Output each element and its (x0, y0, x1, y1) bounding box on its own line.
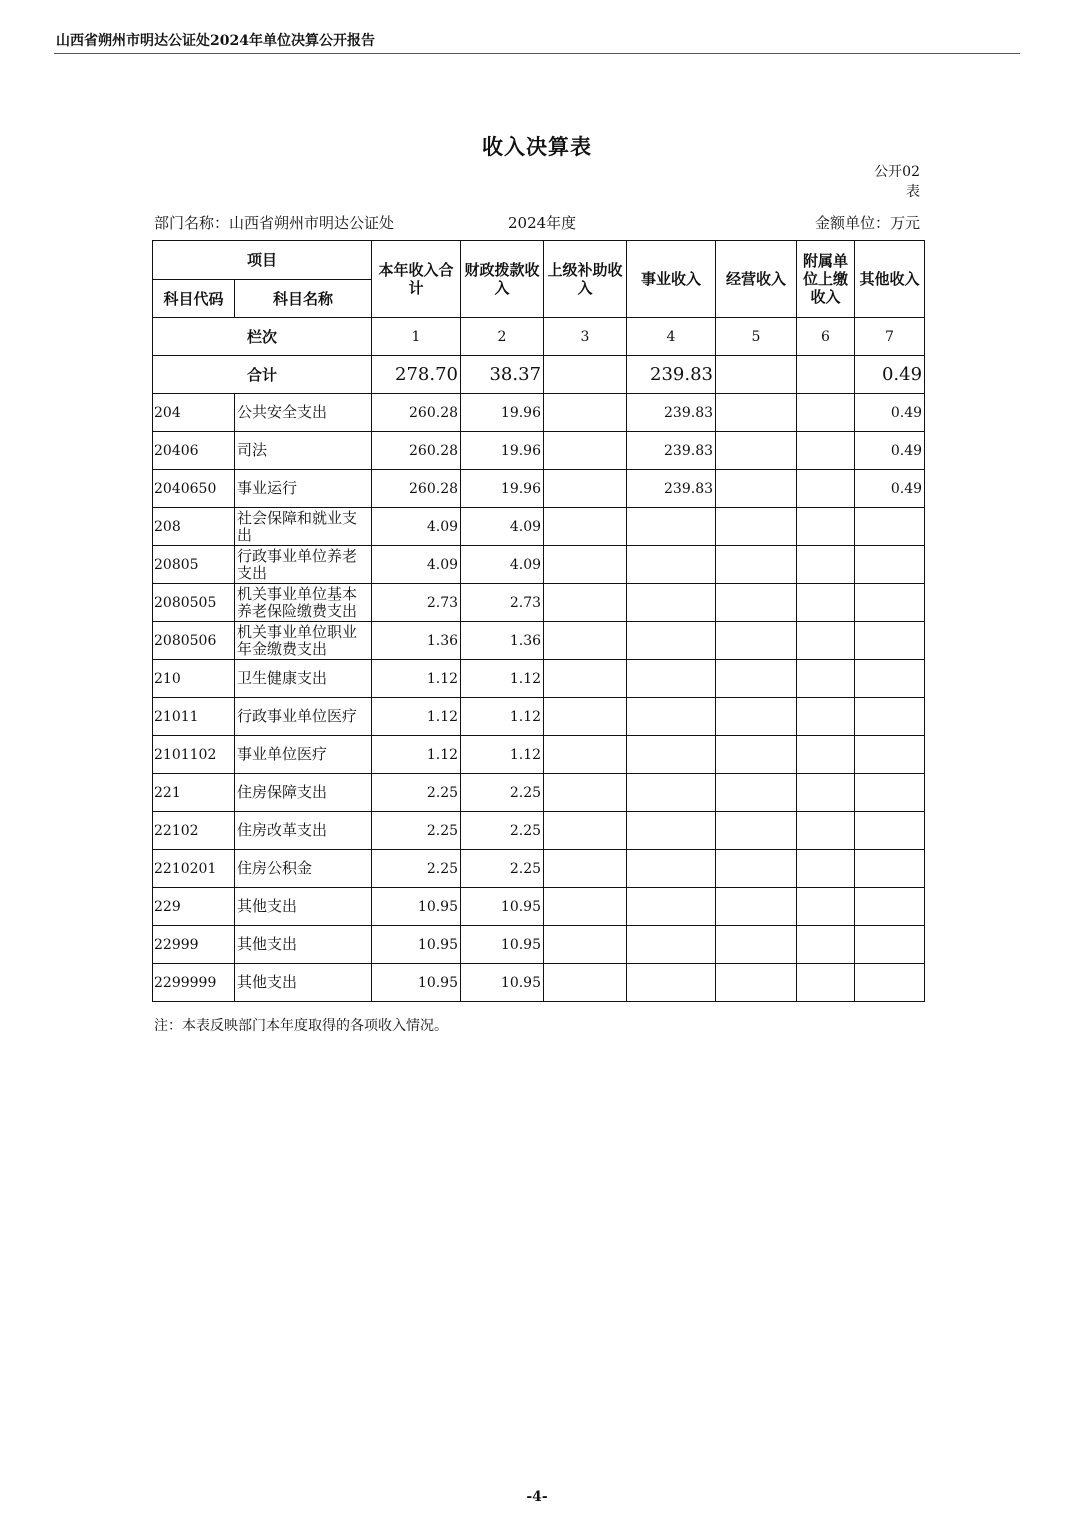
index-cell: 2 (461, 318, 544, 356)
cell-other (855, 926, 925, 964)
index-cell: 7 (855, 318, 925, 356)
table-row (153, 964, 925, 1002)
table-row (153, 698, 925, 736)
cell-affiliated (797, 888, 855, 926)
table-row (153, 660, 925, 698)
cell-operating (716, 964, 797, 1002)
cell-name: 住房公积金 (235, 850, 372, 888)
cell-name: 卫生健康支出 (235, 660, 372, 698)
header-other: 其他收入 (855, 241, 925, 318)
cell-upper (544, 888, 627, 926)
cell-other: 0.49 (855, 394, 925, 432)
cell-business (627, 736, 716, 774)
header-upper: 上级补助收入 (544, 241, 627, 318)
cell-code: 204 (153, 394, 235, 432)
cell-business (627, 850, 716, 888)
cell-name: 社会保障和就业支出 (235, 508, 372, 546)
cell-operating (716, 926, 797, 964)
cell-other (855, 850, 925, 888)
cell-fiscal: 19.96 (461, 470, 544, 508)
table-row (153, 888, 925, 926)
cell-business: 239.83 (627, 394, 716, 432)
cell-code: 208 (153, 508, 235, 546)
cell-operating (716, 698, 797, 736)
total-row (153, 356, 925, 394)
cell-business (627, 622, 716, 660)
cell-name: 行政事业单位养老支出 (235, 546, 372, 584)
cell-operating (716, 432, 797, 470)
cell-total: 4.09 (372, 508, 461, 546)
index-label: 栏次 (153, 318, 372, 356)
cell-fiscal: 1.36 (461, 622, 544, 660)
amount-unit: 金额单位：万元 (814, 214, 920, 232)
total-cell (544, 356, 627, 394)
cell-code: 210 (153, 660, 235, 698)
cell-name: 机关事业单位基本养老保险缴费支出 (235, 584, 372, 622)
cell-operating (716, 736, 797, 774)
cell-operating (716, 774, 797, 812)
cell-business (627, 964, 716, 1002)
cell-upper (544, 736, 627, 774)
cell-total: 260.28 (372, 394, 461, 432)
cell-fiscal: 2.25 (461, 812, 544, 850)
cell-affiliated (797, 926, 855, 964)
index-cell: 1 (372, 318, 461, 356)
cell-operating (716, 850, 797, 888)
cell-business (627, 698, 716, 736)
cell-fiscal: 2.25 (461, 774, 544, 812)
cell-code: 22102 (153, 812, 235, 850)
header-divider (54, 53, 1020, 54)
cell-affiliated (797, 660, 855, 698)
cell-upper (544, 698, 627, 736)
running-header: 山西省朔州市明达公证处2024年单位决算公开报告 (56, 33, 375, 49)
cell-fiscal: 2.73 (461, 584, 544, 622)
cell-total: 2.25 (372, 850, 461, 888)
cell-fiscal: 19.96 (461, 432, 544, 470)
cell-other: 0.49 (855, 432, 925, 470)
cell-code: 21011 (153, 698, 235, 736)
cell-name: 其他支出 (235, 926, 372, 964)
cell-code: 2299999 (153, 964, 235, 1002)
cell-name: 行政事业单位医疗 (235, 698, 372, 736)
table-row (153, 432, 925, 470)
header-item: 项目 (153, 241, 372, 280)
table-code (840, 162, 920, 202)
table-title: 收入决算表 (482, 134, 592, 159)
cell-name: 公共安全支出 (235, 394, 372, 432)
cell-total: 10.95 (372, 964, 461, 1002)
cell-affiliated (797, 470, 855, 508)
cell-code: 2210201 (153, 850, 235, 888)
cell-operating (716, 660, 797, 698)
cell-business (627, 546, 716, 584)
cell-business (627, 774, 716, 812)
cell-other (855, 698, 925, 736)
cell-upper (544, 774, 627, 812)
cell-name: 住房改革支出 (235, 812, 372, 850)
cell-fiscal: 10.95 (461, 888, 544, 926)
cell-fiscal: 4.09 (461, 546, 544, 584)
cell-affiliated (797, 850, 855, 888)
cell-other (855, 736, 925, 774)
cell-operating (716, 888, 797, 926)
cell-total: 1.36 (372, 622, 461, 660)
cell-business: 239.83 (627, 470, 716, 508)
table-row (153, 850, 925, 888)
table-row (153, 774, 925, 812)
cell-affiliated (797, 546, 855, 584)
table-code-line1: 公开02 (874, 164, 920, 180)
cell-total: 1.12 (372, 660, 461, 698)
table-row (153, 926, 925, 964)
cell-affiliated (797, 508, 855, 546)
cell-code: 2080505 (153, 584, 235, 622)
header-business: 事业收入 (627, 241, 716, 318)
cell-affiliated (797, 774, 855, 812)
total-cell: 0.49 (855, 356, 925, 394)
header-name: 科目名称 (235, 280, 372, 318)
cell-code: 20805 (153, 546, 235, 584)
cell-total: 260.28 (372, 432, 461, 470)
cell-upper (544, 964, 627, 1002)
cell-affiliated (797, 812, 855, 850)
cell-other (855, 774, 925, 812)
cell-operating (716, 508, 797, 546)
total-label: 合计 (153, 356, 372, 394)
index-row (153, 318, 925, 356)
total-cell: 38.37 (461, 356, 544, 394)
index-cell: 6 (797, 318, 855, 356)
cell-fiscal: 1.12 (461, 736, 544, 774)
cell-name: 住房保障支出 (235, 774, 372, 812)
department-name: 部门名称：山西省朔州市明达公证处 (154, 214, 395, 232)
header-affiliated: 附属单位上缴收入 (797, 241, 855, 318)
cell-total: 1.12 (372, 698, 461, 736)
cell-business (627, 660, 716, 698)
cell-name: 司法 (235, 432, 372, 470)
header-total: 本年收入合计 (372, 241, 461, 318)
header-fiscal: 财政拨款收入 (461, 241, 544, 318)
cell-upper (544, 926, 627, 964)
cell-total: 1.12 (372, 736, 461, 774)
cell-upper (544, 622, 627, 660)
cell-upper (544, 546, 627, 584)
cell-fiscal: 4.09 (461, 508, 544, 546)
cell-other (855, 660, 925, 698)
cell-other (855, 622, 925, 660)
cell-total: 2.25 (372, 774, 461, 812)
cell-business: 239.83 (627, 432, 716, 470)
cell-code: 2040650 (153, 470, 235, 508)
index-cell: 3 (544, 318, 627, 356)
total-cell (797, 356, 855, 394)
fiscal-year: 2024年度 (508, 214, 577, 232)
cell-upper (544, 508, 627, 546)
cell-other (855, 812, 925, 850)
cell-code: 20406 (153, 432, 235, 470)
cell-code: 2080506 (153, 622, 235, 660)
cell-upper (544, 660, 627, 698)
index-cell: 5 (716, 318, 797, 356)
cell-business (627, 508, 716, 546)
cell-affiliated (797, 394, 855, 432)
cell-total: 4.09 (372, 546, 461, 584)
cell-name: 机关事业单位职业年金缴费支出 (235, 622, 372, 660)
cell-fiscal: 1.12 (461, 660, 544, 698)
cell-upper (544, 812, 627, 850)
cell-name: 其他支出 (235, 964, 372, 1002)
cell-affiliated (797, 622, 855, 660)
cell-total: 2.73 (372, 584, 461, 622)
total-cell (716, 356, 797, 394)
cell-operating (716, 622, 797, 660)
cell-code: 2101102 (153, 736, 235, 774)
footnote: 注：本表反映部门本年度取得的各项收入情况。 (154, 1018, 448, 1034)
index-cell: 4 (627, 318, 716, 356)
cell-operating (716, 470, 797, 508)
cell-fiscal: 1.12 (461, 698, 544, 736)
total-cell: 239.83 (627, 356, 716, 394)
cell-other (855, 584, 925, 622)
cell-total: 260.28 (372, 470, 461, 508)
cell-business (627, 888, 716, 926)
cell-affiliated (797, 698, 855, 736)
cell-upper (544, 432, 627, 470)
cell-total: 10.95 (372, 888, 461, 926)
total-cell: 278.70 (372, 356, 461, 394)
cell-name: 事业运行 (235, 470, 372, 508)
cell-name: 事业单位医疗 (235, 736, 372, 774)
cell-total: 10.95 (372, 926, 461, 964)
header-code: 科目代码 (153, 280, 235, 318)
cell-upper (544, 850, 627, 888)
cell-fiscal: 19.96 (461, 394, 544, 432)
cell-code: 221 (153, 774, 235, 812)
cell-fiscal: 10.95 (461, 964, 544, 1002)
table-row (153, 394, 925, 432)
income-table (152, 240, 925, 1002)
cell-upper (544, 394, 627, 432)
table-code-line2: 表 (906, 184, 920, 200)
table-row (153, 470, 925, 508)
cell-operating (716, 394, 797, 432)
cell-fiscal: 2.25 (461, 850, 544, 888)
cell-upper (544, 584, 627, 622)
cell-affiliated (797, 432, 855, 470)
cell-affiliated (797, 736, 855, 774)
cell-other (855, 888, 925, 926)
cell-operating (716, 546, 797, 584)
table-row (153, 584, 925, 622)
cell-affiliated (797, 964, 855, 1002)
cell-business (627, 926, 716, 964)
table-row (153, 736, 925, 774)
cell-other: 0.49 (855, 470, 925, 508)
cell-other (855, 546, 925, 584)
cell-fiscal: 10.95 (461, 926, 544, 964)
cell-business (627, 584, 716, 622)
cell-other (855, 508, 925, 546)
page-number: -4- (526, 1489, 548, 1505)
cell-business (627, 812, 716, 850)
cell-upper (544, 470, 627, 508)
cell-code: 22999 (153, 926, 235, 964)
table-row (153, 812, 925, 850)
table-row (153, 546, 925, 584)
table-row (153, 508, 925, 546)
cell-code: 229 (153, 888, 235, 926)
cell-total: 2.25 (372, 812, 461, 850)
cell-other (855, 964, 925, 1002)
header-operating: 经营收入 (716, 241, 797, 318)
cell-operating (716, 812, 797, 850)
cell-name: 其他支出 (235, 888, 372, 926)
cell-affiliated (797, 584, 855, 622)
table-row (153, 622, 925, 660)
cell-operating (716, 584, 797, 622)
